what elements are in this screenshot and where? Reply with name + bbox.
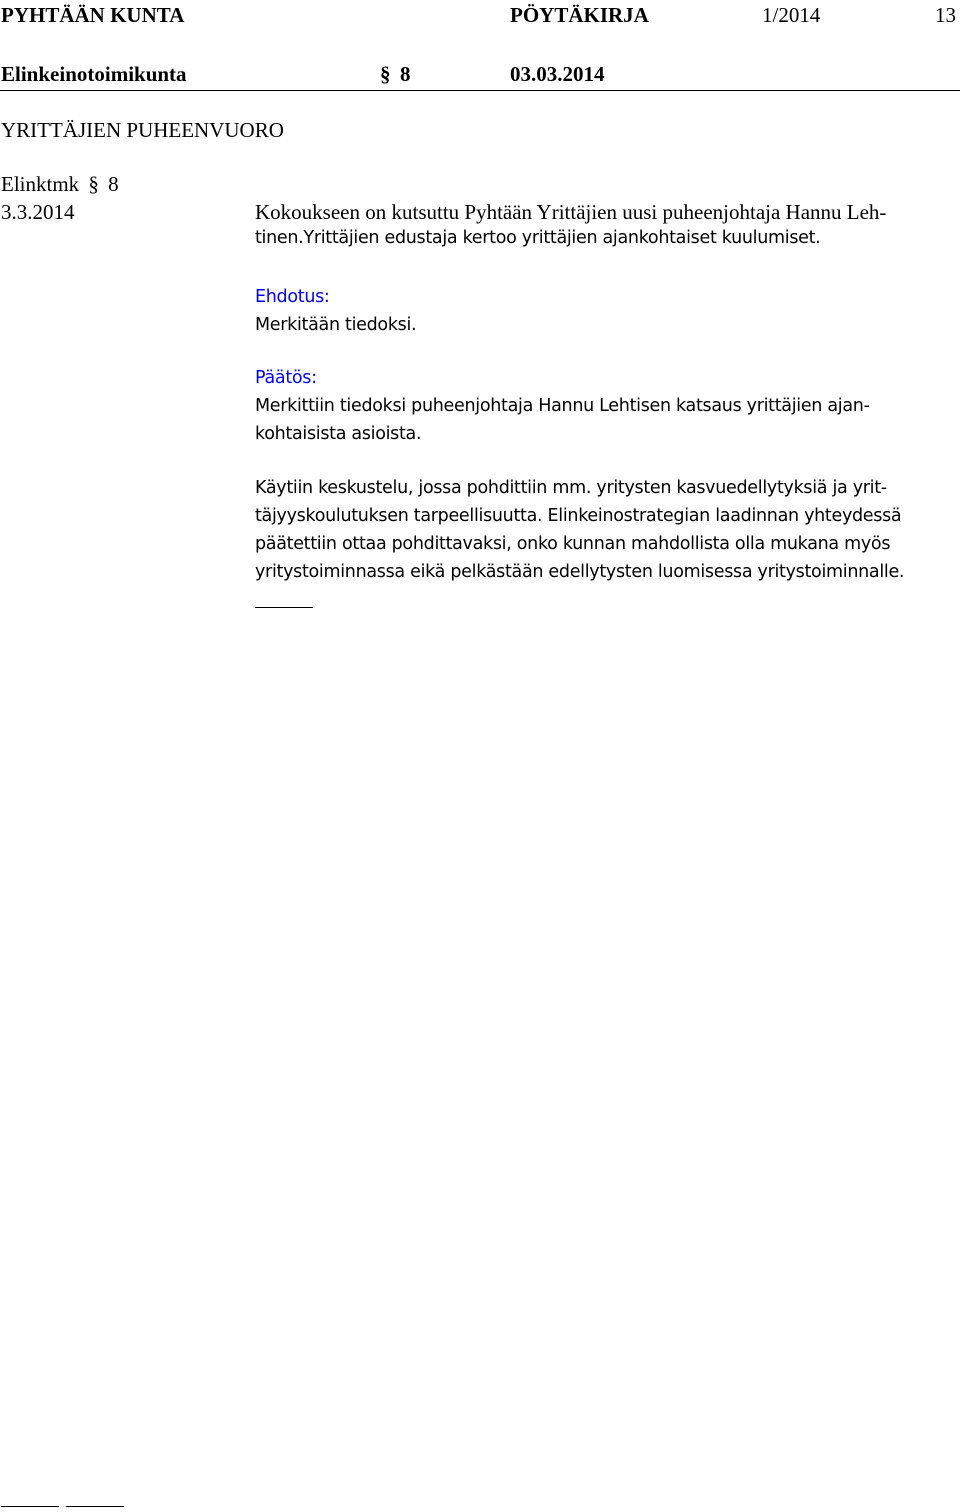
section-end-rule [255,607,313,608]
decision-line: kohtaisista asioista. [255,424,422,444]
header-divider [0,90,960,91]
reference-number: 8 [108,172,119,196]
municipality-name: PYHTÄÄN KUNTA [1,3,185,27]
discussion-line: yritystoiminnassa eikä pelkästään edellytysten luomisessa yritystoiminnalle. [255,562,905,582]
decision-section [255,364,870,448]
reference-label: Elinktmk [1,172,80,196]
decision-label: Päätös: [255,368,317,388]
document-type: PÖYTÄKIRJA [510,3,649,27]
intro-line: Kokoukseen on kutsuttu Pyhtään Yrittäjien uusi puheenjohtaja Hannu Leh- [255,200,887,224]
decision-line: Merkittiin tiedoksi puheenjohtaja Hannu Lehtisen katsaus yrittäjien ajan- [255,396,870,416]
discussion-paragraph [255,474,904,586]
proposal-section [255,283,416,339]
meeting-date: 03.03.2014 [510,62,605,86]
discussion-line: täjyyskoulutuksen tarpeellisuutta. Elinkeinostrategian laadinnan yhteydessä [255,506,902,526]
signature-line-right [66,1506,124,1507]
signature-line-left [1,1506,59,1507]
section-mark: § [380,62,391,86]
proposal-label: Ehdotus: [255,287,330,307]
committee-name: Elinkeinotoimikunta [1,62,187,86]
item-reference [1,172,119,196]
section-number: 8 [400,62,411,86]
item-title: YRITTÄJIEN PUHEENVUORO [1,118,284,142]
page-number: 13 [935,3,956,27]
intro-line: tinen.Yrittäjien edustaja kertoo yrittäjien ajankohtaiset kuulumiset. [255,228,821,248]
discussion-line: Käytiin keskustelu, jossa pohdittiin mm. yritysten kasvuedellytyksiä ja yrit- [255,478,887,498]
reference-section-mark: § [88,172,99,196]
reference-date: 3.3.2014 [1,200,75,224]
intro-paragraph [255,200,886,252]
document-number: 1/2014 [762,3,821,27]
discussion-line: päätettiin ottaa pohdittavaksi, onko kunnan mahdollista olla mukana myös [255,534,891,554]
proposal-text: Merkitään tiedoksi. [255,315,417,335]
